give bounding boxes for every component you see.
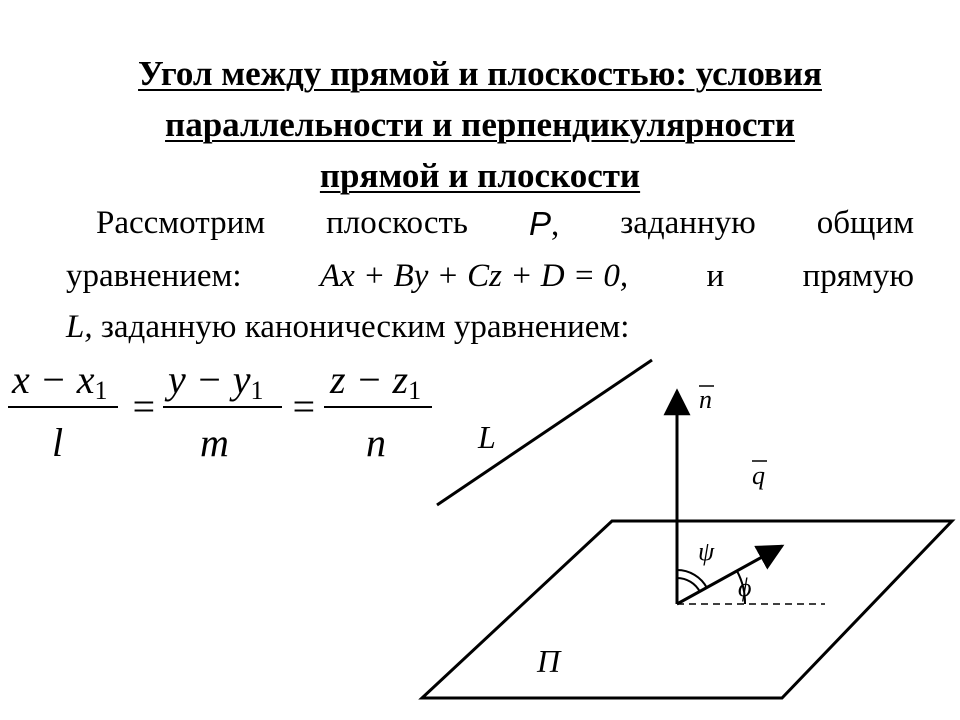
word: и	[706, 258, 725, 294]
word: прямую	[802, 258, 914, 294]
psi-angle-label: ψ	[698, 537, 715, 566]
line-L	[437, 360, 652, 505]
plane-pi	[422, 521, 952, 698]
line-variable: L,	[66, 309, 93, 345]
canonical-equation	[8, 357, 432, 465]
plane-equation: Ax + By + Cz + D = 0,	[319, 258, 629, 294]
line-label: L	[478, 419, 496, 455]
fraction-2-numerator: y − y1	[168, 357, 264, 405]
word: заданную	[620, 205, 756, 241]
normal-vector-label: n	[699, 385, 712, 414]
equals-sign-2: =	[290, 384, 317, 429]
fraction-3-numerator: z − z1	[330, 357, 422, 405]
fraction-1-numerator: x − x1	[12, 357, 108, 405]
word: общим	[816, 205, 914, 241]
line-plane-diagram	[422, 360, 952, 698]
plane-label: Π	[537, 643, 561, 679]
direction-vector-arrow	[677, 546, 782, 604]
psi-angle-arc-inner	[677, 578, 700, 592]
fraction-1-denominator: l	[52, 420, 64, 465]
title-line-3: прямой и плоскости	[319, 156, 641, 195]
phi-angle-label: ϕ	[738, 573, 752, 602]
word: плоскость	[326, 205, 468, 241]
direction-vector-label: q	[752, 461, 765, 490]
fraction-3-denominator: n	[366, 420, 386, 465]
plane-variable: P,	[528, 205, 560, 243]
word: уравнением:	[66, 258, 242, 294]
fraction-2-denominator: m	[200, 420, 229, 465]
diagram-labels	[477, 385, 765, 679]
equals-sign-1: =	[130, 384, 157, 429]
word: заданную каноническим уравнением:	[92, 309, 630, 345]
word: Рассмотрим	[96, 205, 266, 241]
title-line-1: Угол между прямой и плоскостью: условия	[138, 54, 822, 93]
title-line-2: параллельности и перпендикулярности	[165, 105, 795, 144]
